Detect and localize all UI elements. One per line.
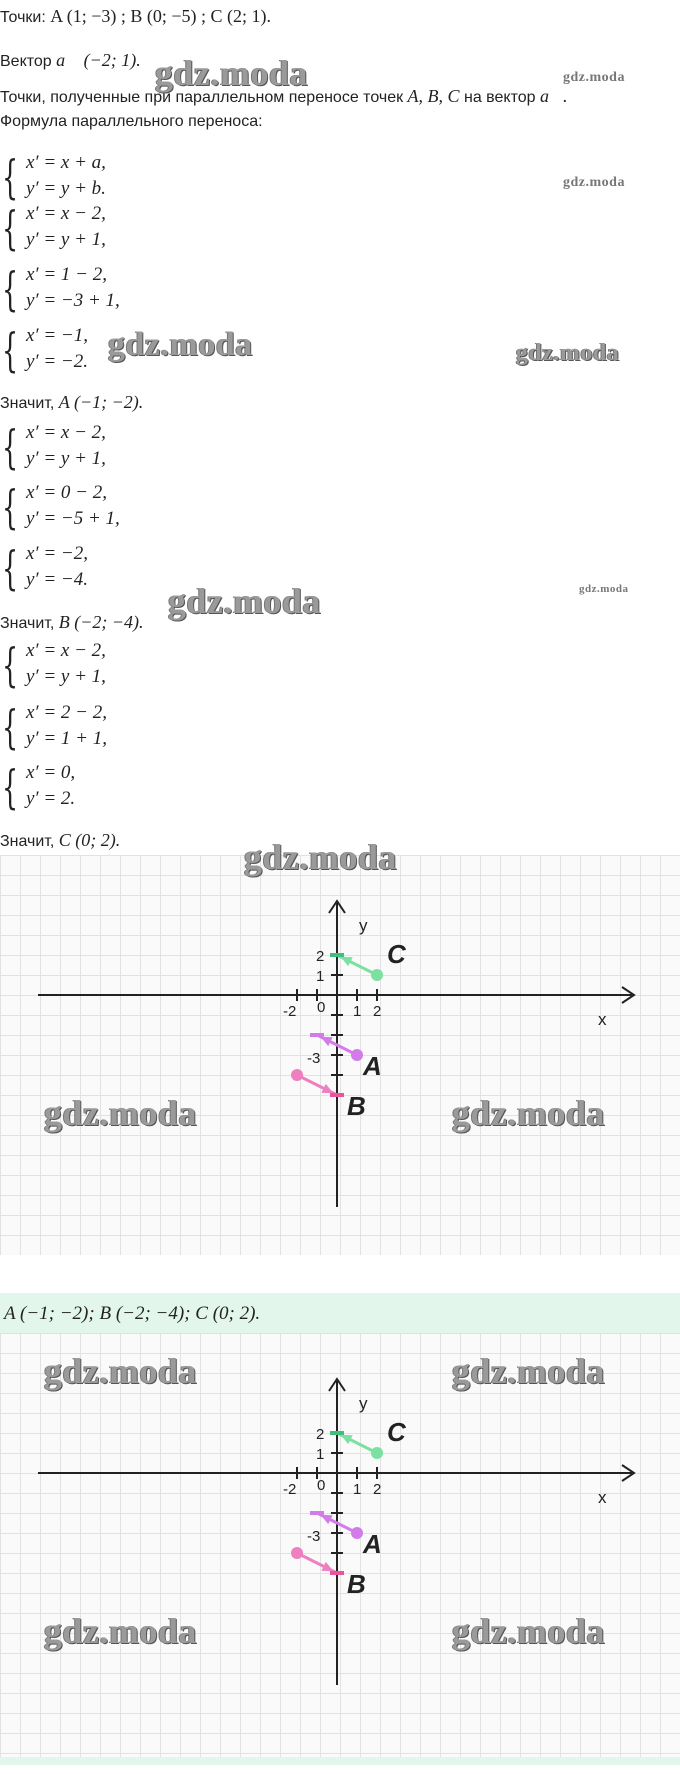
- y-axis-label: y: [359, 1394, 368, 1413]
- y-tick-label: 1: [316, 968, 325, 985]
- system-line: x′ = −1,: [26, 325, 88, 346]
- system-line: x′ = −2,: [26, 543, 88, 564]
- watermark-logo: gdz.moda: [44, 1093, 198, 1133]
- watermark-logo: gdz.moda: [516, 340, 620, 366]
- x-axis-label: x: [598, 1010, 607, 1029]
- sentence-points: A, B, C: [407, 86, 460, 106]
- system-line: y′ = −4.: [26, 569, 88, 590]
- y-tick-label: -3: [307, 1528, 321, 1545]
- y-tick-label: 2: [316, 948, 325, 965]
- system-line: x′ = 1 − 2,: [26, 264, 107, 285]
- point-c-original-point: [371, 1447, 383, 1459]
- point-a-original-point: [351, 1527, 363, 1539]
- conclusion-b: [0, 612, 144, 634]
- system-line: y′ = y + 1,: [26, 666, 106, 687]
- x-axis-label: x: [598, 1488, 607, 1507]
- system-line: y′ = y + 1,: [26, 229, 106, 250]
- system-line: x′ = 0,: [26, 762, 76, 783]
- system-line: x′ = x − 2,: [26, 640, 106, 661]
- system-line: x′ = x + a,: [26, 152, 106, 173]
- vector-line: [0, 50, 141, 72]
- system-line: y′ = y + 1,: [26, 448, 106, 469]
- watermark-logo: gdz.moda: [452, 1351, 606, 1391]
- watermark-logo: gdz.moda: [452, 1611, 606, 1651]
- system-line: y′ = 1 + 1,: [26, 728, 107, 749]
- point-b-original-point: [291, 1547, 303, 1559]
- system-line: x′ = 2 − 2,: [26, 702, 107, 723]
- point-c-label: C: [387, 939, 406, 969]
- conclusion-label: Значит,: [0, 615, 55, 632]
- x-tick-label: 0: [317, 1477, 326, 1494]
- watermark-logo: gdz.moda: [563, 70, 625, 85]
- formula-title: Формула параллельного переноса:: [0, 113, 263, 130]
- system-line: y′ = y + b.: [26, 178, 106, 199]
- point-b-original-point: [291, 1069, 303, 1081]
- y-tick-label: 2: [316, 1426, 325, 1443]
- y-axis-label: y: [359, 916, 368, 935]
- system-line: x′ = x − 2,: [26, 422, 106, 443]
- answer-text: A (−1; −2); B (−2; −4); C (0; 2).: [4, 1303, 261, 1324]
- system-line: y′ = −3 + 1,: [26, 290, 120, 311]
- watermark-logo: gdz.moda: [563, 175, 625, 190]
- conclusion-label: Значит,: [0, 395, 55, 412]
- x-tick-label: 1: [353, 1003, 362, 1020]
- watermark-logo: gdz.moda: [108, 326, 253, 363]
- y-tick-label: 1: [316, 1446, 325, 1463]
- x-tick-label: 2: [373, 1003, 382, 1020]
- points-math: A (1; −3) ; B (0; −5) ; C (2; 1).: [50, 6, 272, 26]
- conclusion-math: C (0; 2).: [58, 830, 121, 850]
- sentence-vector: a⃗.: [539, 86, 568, 106]
- coordinate-graph: [0, 1333, 680, 1757]
- points-label: Точки:: [0, 9, 46, 26]
- conclusion-a: [0, 392, 143, 414]
- vector-label: Вектор: [0, 53, 52, 70]
- system-line: y′ = 2.: [26, 788, 76, 809]
- watermark-logo: gdz.moda: [579, 583, 629, 595]
- point-c-label: C: [387, 1417, 406, 1447]
- x-tick-label: -2: [283, 1481, 297, 1498]
- answer-box-bottom: [0, 1757, 680, 1765]
- x-tick-label: 2: [373, 1481, 382, 1498]
- conclusion-math: A (−1; −2).: [58, 392, 144, 412]
- watermark-logo: gdz.moda: [44, 1611, 198, 1651]
- point-b-label: B: [347, 1091, 366, 1121]
- point-a-label: A: [363, 1051, 382, 1081]
- coordinate-graph: [0, 855, 680, 1255]
- system-line: y′ = −2.: [26, 351, 88, 372]
- watermark-logo: gdz.moda: [168, 581, 322, 621]
- point-c-original-point: [371, 969, 383, 981]
- watermark-logo: gdz.moda: [155, 53, 309, 93]
- point-a-label: A: [363, 1529, 382, 1559]
- x-tick-label: 1: [353, 1481, 362, 1498]
- watermark-logo: gdz.moda: [44, 1351, 198, 1391]
- system-line: x′ = 0 − 2,: [26, 482, 107, 503]
- sentence-start: Точки, полученные при параллельном переносе точек: [0, 89, 404, 106]
- sentence-end: на вектор: [464, 89, 536, 106]
- conclusion-label: Значит,: [0, 833, 55, 850]
- system-line: x′ = x − 2,: [26, 203, 106, 224]
- watermark-logo: gdz.moda: [244, 837, 398, 877]
- conclusion-math: B (−2; −4).: [58, 612, 144, 632]
- system-line: y′ = −5 + 1,: [26, 508, 120, 529]
- vector-math: a⃗ (−2; 1).: [56, 50, 141, 70]
- point-a-original-point: [351, 1049, 363, 1061]
- point-b-label: B: [347, 1569, 366, 1599]
- watermark-logo: gdz.moda: [452, 1093, 606, 1133]
- x-tick-label: -2: [283, 1003, 297, 1020]
- conclusion-c: [0, 830, 120, 852]
- answer-box: [0, 1293, 680, 1333]
- points-line: [0, 6, 271, 28]
- y-tick-label: -3: [307, 1050, 321, 1067]
- x-tick-label: 0: [317, 999, 326, 1016]
